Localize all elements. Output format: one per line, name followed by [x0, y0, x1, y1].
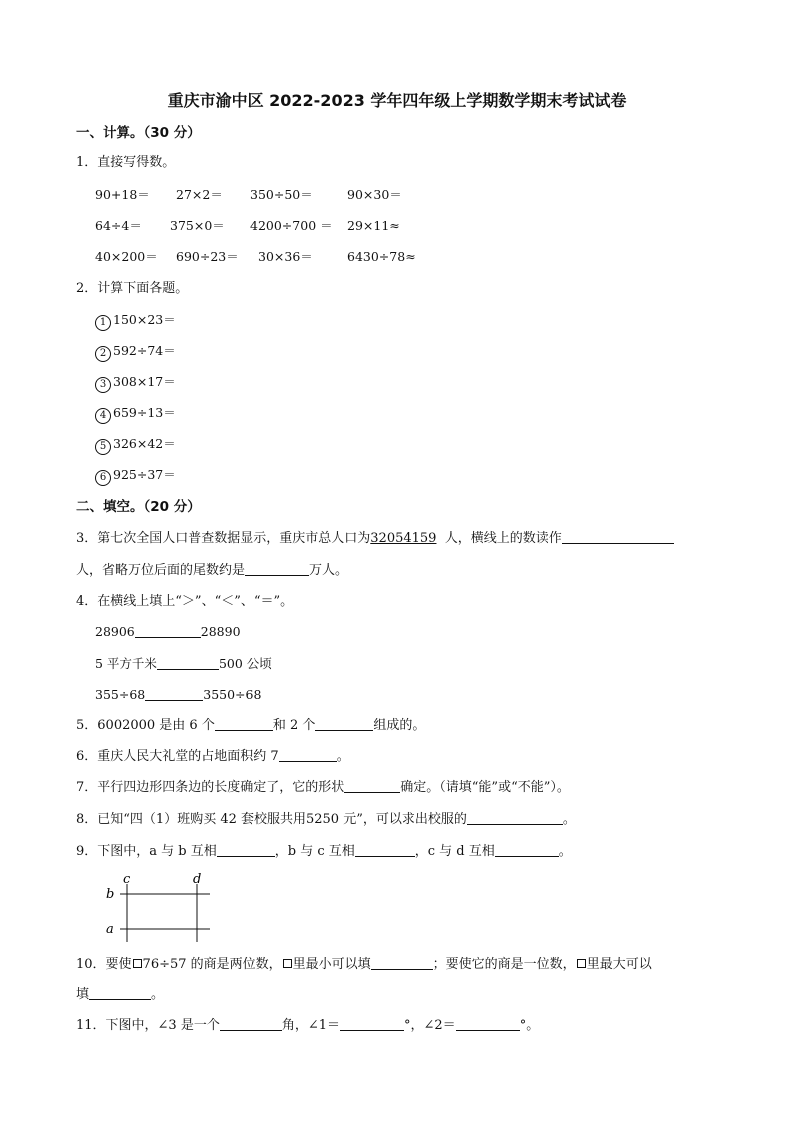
q10-line-2: [76, 986, 164, 1004]
q2-expr: 592÷74＝: [113, 343, 176, 358]
label-d: d: [193, 872, 202, 887]
q4-label: 4．在横线上填上“＞”、“＜”、“＝”。: [76, 594, 294, 609]
q1-item: 90+18＝: [95, 187, 150, 202]
q4-left: 355÷68: [95, 687, 146, 702]
q3-text: 万人。: [309, 563, 349, 578]
answer-blank[interactable]: [157, 656, 219, 670]
q1-item: 30×36＝: [258, 249, 313, 264]
answer-blank[interactable]: [245, 562, 309, 576]
q6-text: 6．重庆人民大礼堂的占地面积约 7: [76, 749, 279, 764]
q4-row: [95, 655, 272, 673]
q5-text: 5．6002000 是由 6 个: [76, 718, 215, 733]
q10-text: ；要使它的商是一位数，: [432, 957, 576, 972]
q9-text: 9．下图中，a 与 b 互相: [76, 844, 217, 859]
q8: [76, 811, 576, 829]
answer-blank[interactable]: [456, 1017, 520, 1031]
answer-blank[interactable]: [467, 811, 563, 825]
q2-expr: 659÷13＝: [113, 405, 176, 420]
q5-text: 和 2 个: [272, 718, 316, 733]
q5: [76, 717, 425, 735]
q1-item: 375×0＝: [170, 218, 225, 233]
q4-left: 5 平方千米: [95, 656, 157, 671]
q11-text: °。: [519, 1018, 540, 1033]
circled-number: 3: [95, 377, 111, 393]
q1-item: 40×200＝: [95, 249, 158, 264]
q4-right: 28890: [200, 624, 241, 639]
q4-row: [95, 686, 261, 704]
answer-blank[interactable]: [355, 843, 415, 857]
q10-line-1: [76, 956, 652, 974]
q6: [76, 748, 350, 766]
box-symbol: [283, 959, 292, 968]
q1-label: 1．直接写得数。: [76, 155, 176, 170]
q1-item: 64÷4＝: [95, 218, 142, 233]
q2-item: [95, 311, 176, 331]
label-b: b: [106, 887, 115, 902]
label-c: c: [123, 872, 131, 887]
answer-blank[interactable]: [145, 687, 203, 701]
q9-text: ，c 与 d 互相: [414, 844, 495, 859]
section-2-heading: 二、填空。（20 分）: [76, 499, 201, 515]
q7-text: 7．平行四边形四条边的长度确定了，它的形状: [76, 780, 345, 795]
circled-number: 5: [95, 439, 111, 455]
q10-text: 里最大可以: [586, 957, 652, 972]
section-1-heading: 一、计算。（30 分）: [76, 125, 201, 141]
circled-number: 1: [95, 315, 111, 331]
q3-text: 3．第七次全国人口普查数据显示，重庆市总人口为: [76, 531, 371, 546]
answer-blank[interactable]: [279, 748, 337, 762]
q4-left: 28906: [95, 624, 135, 639]
q9: [76, 843, 572, 861]
q8-text: 。: [562, 812, 576, 827]
box-symbol: [133, 959, 142, 968]
q4-right: 500 公顷: [218, 656, 272, 671]
q11: [76, 1017, 539, 1035]
answer-blank[interactable]: [495, 843, 559, 857]
answer-blank[interactable]: [89, 986, 151, 1000]
q7: [76, 779, 570, 797]
box-symbol: [577, 959, 586, 968]
q2-label: 2．计算下面各题。: [76, 281, 189, 296]
q5-text: 组成的。: [373, 718, 426, 733]
q2-item: [95, 404, 176, 424]
q2-item: [95, 342, 176, 362]
q1-item: 27×2＝: [176, 187, 223, 202]
q10-text: 10．要使: [76, 957, 132, 972]
circled-number: 4: [95, 408, 111, 424]
label-a: a: [106, 922, 114, 937]
answer-blank[interactable]: [562, 530, 674, 544]
q2-item: [95, 466, 176, 486]
q8-text: 8．已知“四（1）班购买 42 套校服共用5250 元”，可以求出校服的: [76, 812, 467, 827]
q3-text: 人，省略万位后面的尾数约是: [76, 563, 246, 578]
answer-blank[interactable]: [220, 1017, 282, 1031]
circled-number: 6: [95, 470, 111, 486]
q9-text: 。: [558, 844, 572, 859]
q3-line-1: [76, 530, 674, 548]
page-title: 重庆市渝中区 2022-2023 学年四年级上学期数学期末考试试卷: [167, 91, 627, 110]
q10-text: 里最小可以填: [292, 957, 371, 972]
q3-line-2: [76, 562, 348, 580]
q11-text: 11．下图中，∠3 是一个: [76, 1018, 220, 1033]
q3-number: 32054159: [370, 531, 437, 546]
q1-item: 29×11≈: [347, 218, 400, 233]
q1-item: 4200÷700 ＝: [250, 218, 333, 233]
answer-blank[interactable]: [315, 717, 373, 731]
q3-text: 人，横线上的数读作: [444, 531, 562, 546]
answer-blank[interactable]: [217, 843, 275, 857]
q7-text: 确定。（请填“能”或“不能”）。: [400, 780, 570, 795]
q11-text: 角，∠1＝: [281, 1018, 341, 1033]
q1-item: 90×30＝: [347, 187, 402, 202]
q2-expr: 150×23＝: [113, 312, 176, 327]
q4-row: [95, 623, 241, 641]
q1-item: 350÷50＝: [250, 187, 313, 202]
q2-expr: 326×42＝: [113, 436, 176, 451]
answer-blank[interactable]: [215, 717, 273, 731]
q2-expr: 925÷37＝: [113, 467, 176, 482]
q9-text: ，b 与 c 互相: [274, 844, 355, 859]
q10-text: 。: [151, 987, 165, 1002]
q2-item: [95, 373, 176, 393]
answer-blank[interactable]: [344, 779, 400, 793]
q10-text: 填: [76, 987, 90, 1002]
q10-text: 76÷57 的商是两位数，: [142, 957, 282, 972]
q4-right: 3550÷68: [203, 687, 262, 702]
q6-text: 。: [336, 749, 350, 764]
answer-blank[interactable]: [340, 1017, 404, 1031]
q1-item: 6430÷78≈: [347, 249, 416, 264]
circled-number: 2: [95, 346, 111, 362]
answer-blank[interactable]: [371, 956, 433, 970]
lines-figure: [100, 870, 220, 945]
q2-expr: 308×17＝: [113, 374, 176, 389]
q11-text: °，∠2＝: [404, 1018, 456, 1033]
q1-item: 690÷23＝: [176, 249, 239, 264]
answer-blank[interactable]: [135, 624, 201, 638]
q2-item: [95, 435, 176, 455]
